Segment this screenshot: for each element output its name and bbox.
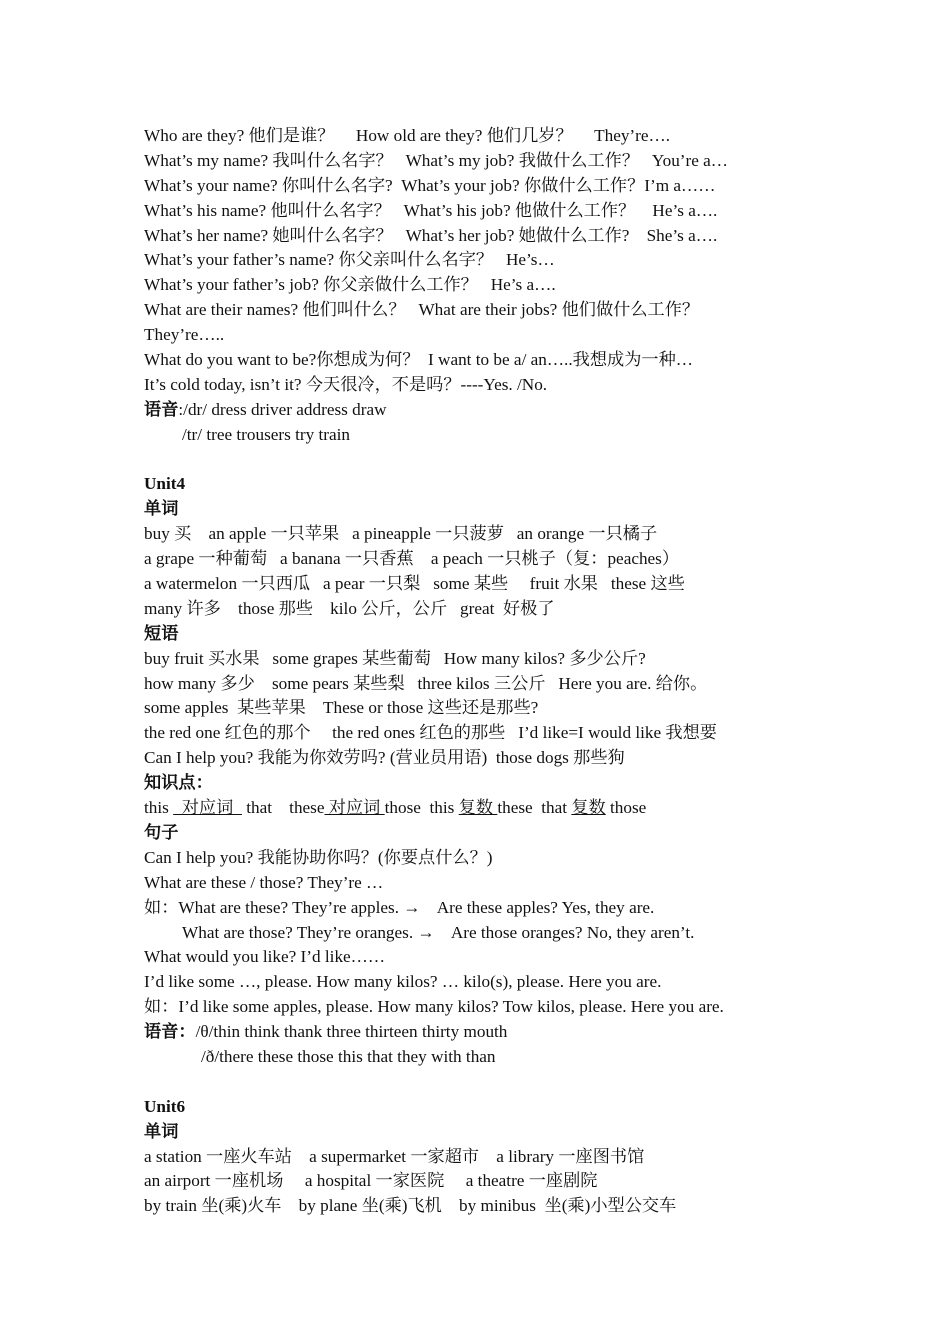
section-heading-sentences: 句子: [144, 822, 179, 842]
phonics-label: 语音: [144, 399, 179, 419]
text-line: 如：I’d like some apples, please. How many kilos? Tow kilos, please. Here you are.: [144, 997, 724, 1017]
text-line: Can I help you? 我能协助你吗？(你要点什么？): [144, 847, 493, 867]
text-line: What’s your name? 你叫什么名字? What’s your job? 你做什么工作？I’m a……: [144, 175, 716, 195]
text-line: What’s your father’s job? 你父亲做什么工作？ He’s a….: [144, 275, 556, 295]
knowledge-underlined: 复数: [458, 798, 498, 818]
text-line: Who are they? 他们是谁？ How old are they? 他们几岁？ They’re….: [144, 126, 670, 145]
text-line: buy fruit 买水果 some grapes 某些葡萄 How many kilos? 多少公斤?: [144, 648, 646, 668]
text-line: a grape 一种葡萄 a banana 一只香蕉 a peach 一只桃子（复：peaches）: [144, 549, 680, 569]
example-line: 如：What are these? They’re apples. → Are these apples? Yes, they are.: [144, 897, 655, 917]
text-line: some apples 某些苹果 These or those 这些还是那些?: [144, 698, 539, 718]
text-line: It’s cold today, isn’t it? 今天很冷，不是吗？----Yes. /No.: [144, 374, 548, 394]
phonics-line: /ð/there these those this that they with than: [201, 1046, 496, 1066]
text-line: a watermelon 一只西瓜 a pear 一只梨 some 某些 fruit 水果 these 这些: [144, 574, 685, 594]
text-line: What’s her name? 她叫什么名字？ What’s her job? 她做什么工作? She’s a….: [144, 225, 718, 245]
knowledge-text: those: [605, 798, 647, 818]
text-line: many 许多 those 那些 kilo 公斤，公斤 great 好极了: [144, 598, 555, 618]
example-line: What are those? They’re oranges. → Are those oranges? No, they aren’t.: [182, 922, 695, 942]
knowledge-text: these that: [497, 798, 572, 818]
phonics-line: [144, 398, 824, 423]
section-heading-words: 单词: [144, 499, 179, 519]
phonics-label: 语音：: [144, 1022, 196, 1042]
knowledge-underlined: 复数: [571, 798, 606, 818]
knowledge-text: that these: [241, 798, 325, 818]
text-line: by train 坐(乘)火车 by plane 坐(乘)飞机 by minibus 坐(乘)小型公交车: [144, 1196, 677, 1216]
text-line: They’re…..: [144, 325, 225, 345]
section-heading-words: 单词: [144, 1121, 179, 1141]
phonics-line: [144, 1020, 824, 1045]
unit-title: Unit4: [144, 474, 186, 494]
knowledge-text: those this: [384, 798, 459, 818]
text-line: how many 多少 some pears 某些梨 three kilos 三公斤 Here you are. 给你。: [144, 673, 708, 693]
text-line: What’s my name? 我叫什么名字？ What’s my job? 我做什么工作？ You’re a…: [144, 150, 728, 170]
text-line: What’s your father’s name? 你父亲叫什么名字？ He’s…: [144, 250, 555, 270]
knowledge-line: [144, 796, 824, 821]
unit-title: Unit6: [144, 1096, 186, 1116]
text-line: What’s his name? 他叫什么名字？ What’s his job? 他做什么工作？ He’s a….: [144, 200, 718, 220]
text-line: What are these / those? They’re …: [144, 872, 384, 892]
text-line: an airport 一座机场 a hospital 一家医院 a theatre 一座剧院: [144, 1171, 598, 1191]
text-line: buy 买 an apple 一只苹果 a pineapple 一只菠萝 an orange 一只橘子: [144, 524, 658, 544]
text-line: Can I help you? 我能为你效劳吗? (营业员用语) those dogs 那些狗: [144, 748, 625, 768]
section-heading-knowledge: 知识点：: [144, 773, 213, 793]
document-content: [144, 124, 824, 1219]
phonics-text: /θ/thin think thank three thirteen thirty mouth: [195, 1022, 508, 1042]
section-heading-phrases: 短语: [144, 623, 179, 643]
spacer: [144, 448, 824, 473]
phonics-text: :/dr/ dress driver address draw: [178, 399, 387, 419]
knowledge-underlined: 对应词: [324, 798, 385, 818]
text-line: the red one 红色的那个 the red ones 红色的那些 I’d like=I would like 我想要: [144, 723, 717, 743]
text-line: What are their names? 他们叫什么？ What are their jobs? 他们做什么工作？: [144, 300, 700, 320]
knowledge-text: this: [144, 798, 174, 818]
text-line: What would you like? I’d like……: [144, 947, 386, 967]
spacer: [144, 1070, 824, 1095]
text-line: What do you want to be?你想成为何？ I want to be a/ an…..我想成为一种…: [144, 350, 693, 370]
text-line: a station 一座火车站 a supermarket 一家超市 a library 一座图书馆: [144, 1146, 645, 1166]
phonics-line: /tr/ tree trousers try train: [182, 424, 350, 444]
knowledge-underlined: 对应词: [173, 798, 242, 818]
text-line: I’d like some …, please. How many kilos? … kilo(s), please. Here you are.: [144, 972, 662, 992]
